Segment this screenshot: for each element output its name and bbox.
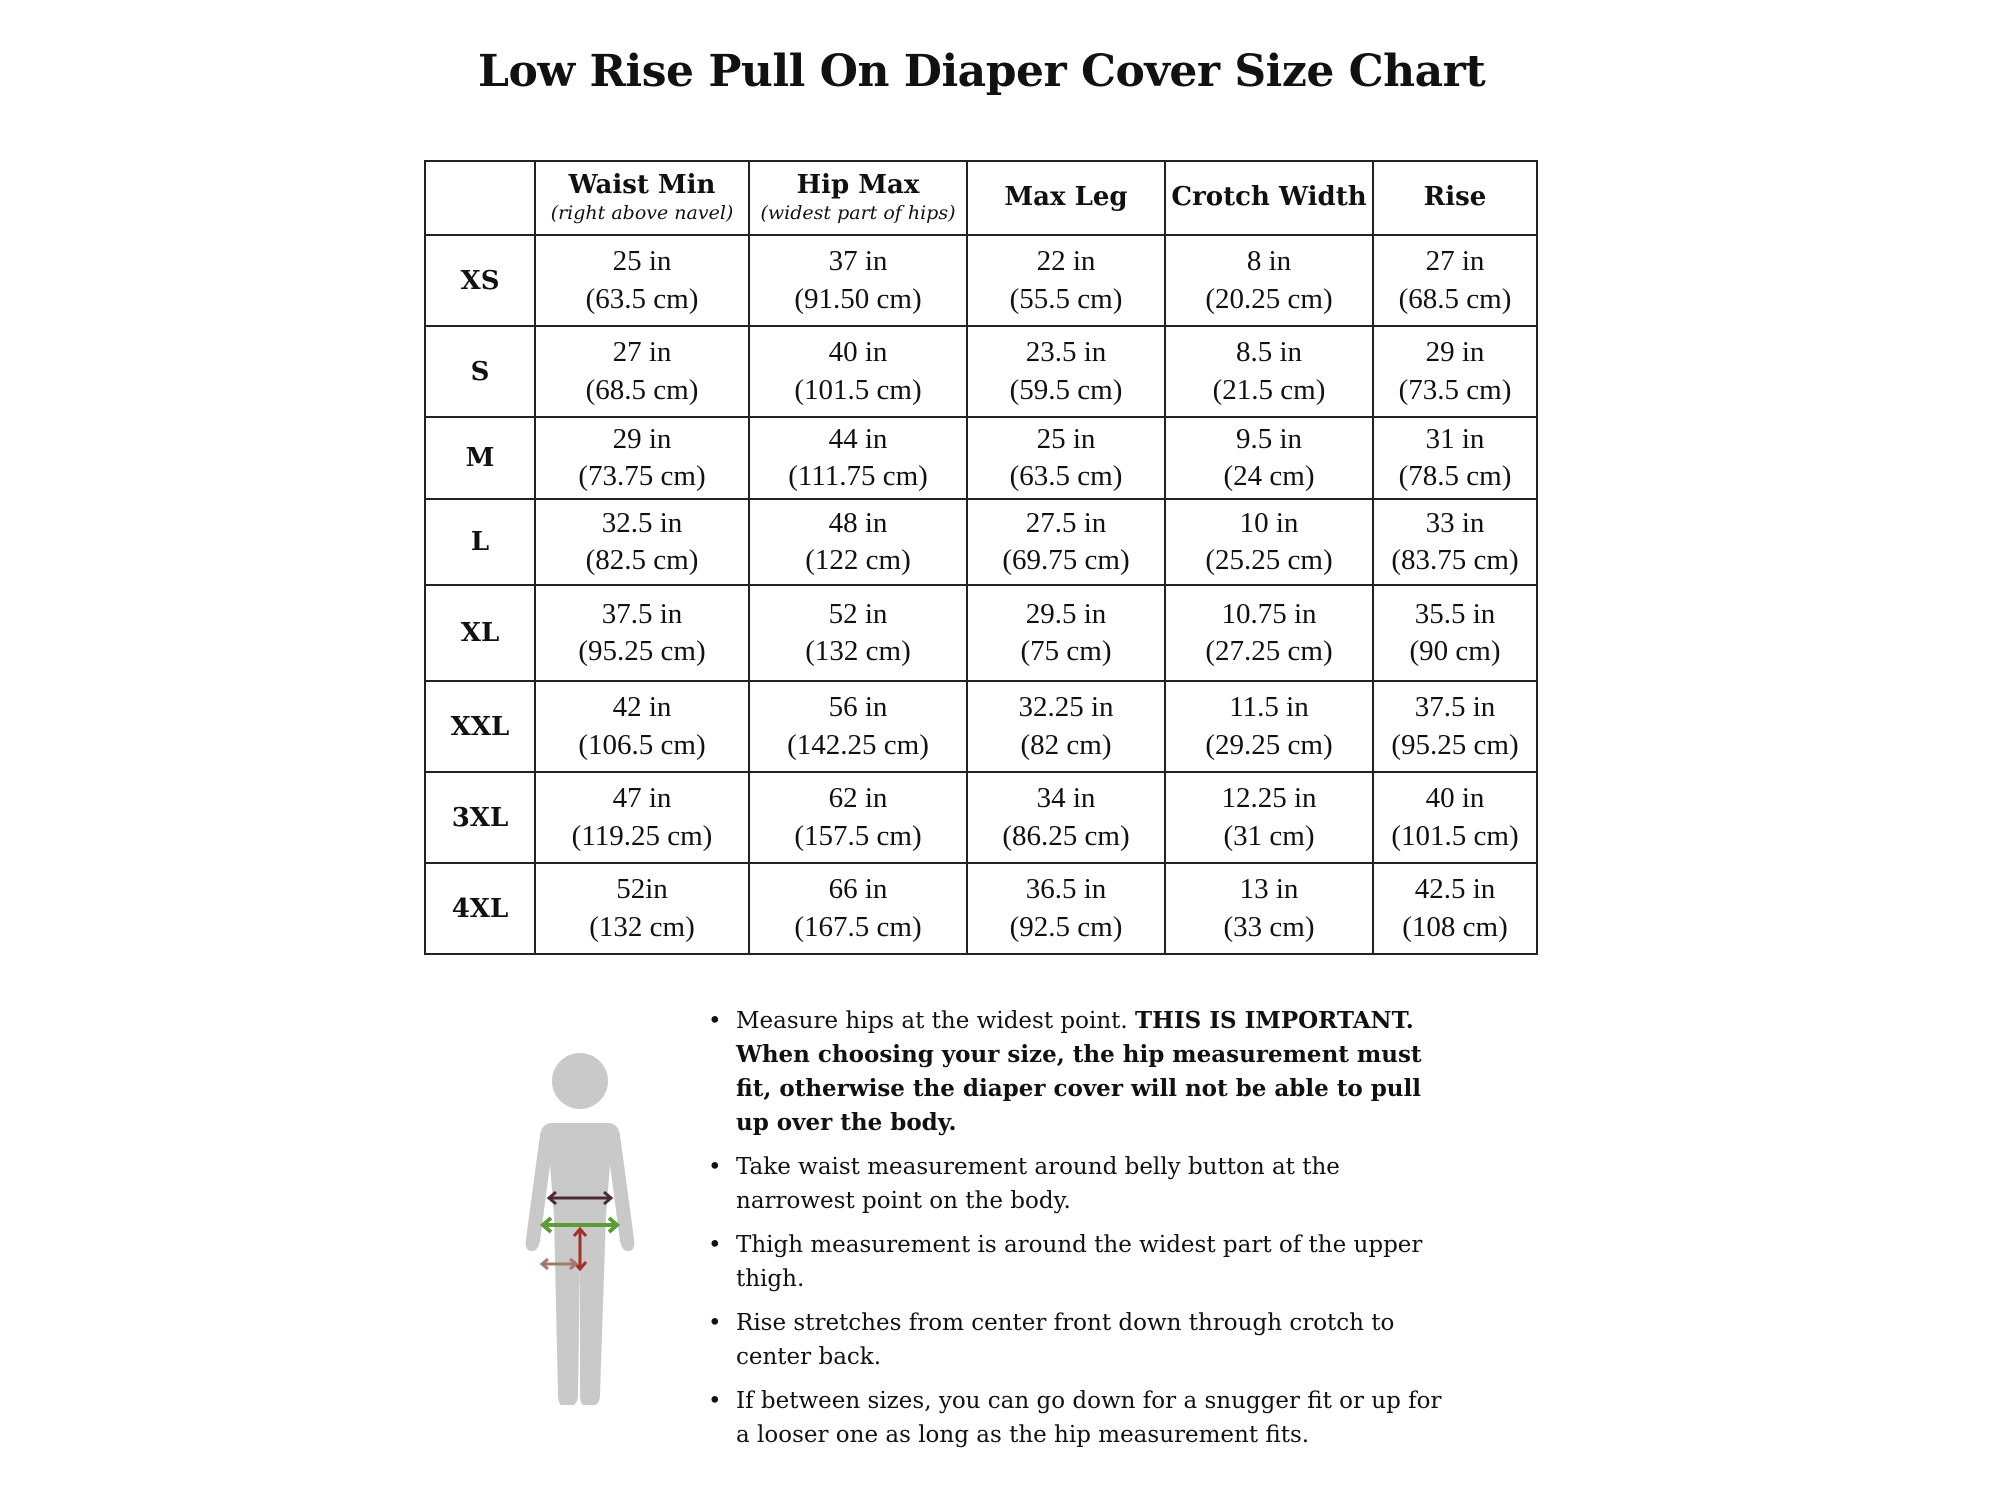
value-cm: (132 cm)	[589, 910, 695, 943]
cell-max-leg	[967, 326, 1165, 417]
value-inches: 23.5 in	[1025, 336, 1107, 369]
cell-crotch-width	[1165, 326, 1373, 417]
value-cm: (24 cm)	[1223, 460, 1315, 492]
value-cm: (68.5 cm)	[1398, 282, 1512, 315]
header-sub: (right above navel)	[550, 202, 734, 225]
cell-max-leg	[967, 499, 1165, 585]
value-inches: 33 in	[1425, 506, 1485, 539]
value-cm: (59.5 cm)	[1009, 373, 1123, 406]
value-inches: 37.5 in	[1414, 691, 1496, 724]
cell-rise	[1373, 585, 1537, 681]
note-text: If between sizes, you can go down for a snugger fit or up for a looser one as long as the hip measurement fits.	[736, 1388, 1442, 1448]
header-label: Hip Max	[796, 170, 920, 201]
value-cm: (73.5 cm)	[1398, 373, 1512, 406]
note-item	[700, 1384, 1460, 1452]
value-inches: 12.25 in	[1221, 782, 1317, 815]
value-inches: 37.5 in	[601, 597, 683, 630]
note-text: Thigh measurement is around the widest part of the upper thigh.	[736, 1232, 1423, 1292]
cell-hip-max	[749, 326, 967, 417]
value-inches: 11.5 in	[1229, 691, 1309, 724]
value-cm: (108 cm)	[1402, 910, 1508, 943]
value-inches: 48 in	[828, 506, 888, 539]
cell-rise	[1373, 772, 1537, 863]
value-inches: 10.75 in	[1221, 597, 1317, 630]
note-item	[700, 1004, 1460, 1140]
value-inches: 27 in	[1425, 245, 1485, 278]
value-inches: 13 in	[1239, 873, 1299, 906]
value-inches: 37 in	[828, 245, 888, 278]
value-cm: (20.25 cm)	[1205, 282, 1333, 315]
value-cm: (82 cm)	[1020, 728, 1112, 761]
value-cm: (63.5 cm)	[1009, 460, 1123, 492]
cell-crotch-width	[1165, 585, 1373, 681]
value-inches: 36.5 in	[1025, 873, 1107, 906]
cell-crotch-width	[1165, 863, 1373, 954]
value-inches: 56 in	[828, 691, 888, 724]
value-inches: 25 in	[1036, 422, 1096, 455]
table-row	[425, 499, 1537, 585]
cell-rise	[1373, 681, 1537, 772]
size-label: 4XL	[425, 863, 535, 954]
value-inches: 62 in	[828, 782, 888, 815]
cell-max-leg	[967, 235, 1165, 326]
table-row	[425, 417, 1537, 499]
value-inches: 52 in	[828, 597, 888, 630]
value-inches: 25 in	[612, 245, 672, 278]
value-cm: (82.5 cm)	[585, 544, 699, 576]
page-title: Low Rise Pull On Diaper Cover Size Chart	[478, 46, 1486, 97]
table-row	[425, 326, 1537, 417]
value-inches: 32.25 in	[1018, 691, 1114, 724]
note-item	[700, 1150, 1460, 1218]
value-inches: 27.5 in	[1025, 506, 1107, 539]
value-inches: 44 in	[828, 422, 888, 455]
header-rise	[1373, 161, 1537, 235]
cell-rise	[1373, 235, 1537, 326]
value-cm: (91.50 cm)	[794, 282, 922, 315]
value-cm: (63.5 cm)	[585, 282, 699, 315]
header-sub: (widest part of hips)	[760, 202, 956, 225]
table-row	[425, 772, 1537, 863]
cell-crotch-width	[1165, 772, 1373, 863]
cell-waist-min	[535, 772, 749, 863]
cell-crotch-width	[1165, 417, 1373, 499]
value-inches: 31 in	[1425, 422, 1485, 455]
cell-hip-max	[749, 417, 967, 499]
value-inches: 29 in	[612, 422, 672, 455]
cell-crotch-width	[1165, 499, 1373, 585]
value-inches: 47 in	[612, 782, 672, 815]
value-cm: (75 cm)	[1020, 635, 1112, 667]
size-label: 3XL	[425, 772, 535, 863]
value-inches: 35.5 in	[1414, 597, 1496, 630]
value-cm: (106.5 cm)	[578, 728, 706, 761]
size-label: M	[425, 417, 535, 499]
value-cm: (111.75 cm)	[788, 460, 928, 492]
value-inches: 8.5 in	[1235, 336, 1303, 369]
value-inches: 27 in	[612, 336, 672, 369]
note-text: Measure hips at the widest point.	[736, 1008, 1135, 1034]
value-cm: (27.25 cm)	[1205, 635, 1333, 667]
value-inches: 42.5 in	[1414, 873, 1496, 906]
value-cm: (101.5 cm)	[1391, 819, 1519, 852]
value-inches: 10 in	[1239, 506, 1299, 539]
body-measurement-icon	[500, 1045, 660, 1405]
value-cm: (55.5 cm)	[1009, 282, 1123, 315]
value-cm: (122 cm)	[805, 544, 911, 576]
value-cm: (68.5 cm)	[585, 373, 699, 406]
bullet-icon: •	[708, 1388, 722, 1414]
value-inches: 66 in	[828, 873, 888, 906]
cell-rise	[1373, 863, 1537, 954]
size-label: XS	[425, 235, 535, 326]
bullet-icon: •	[708, 1232, 722, 1258]
cell-hip-max	[749, 235, 967, 326]
note-item	[700, 1228, 1460, 1296]
cell-rise	[1373, 326, 1537, 417]
cell-max-leg	[967, 417, 1165, 499]
table-row	[425, 681, 1537, 772]
value-cm: (25.25 cm)	[1205, 544, 1333, 576]
value-cm: (29.25 cm)	[1205, 728, 1333, 761]
value-cm: (33 cm)	[1223, 910, 1315, 943]
value-inches: 9.5 in	[1235, 422, 1303, 455]
value-cm: (31 cm)	[1223, 819, 1315, 852]
size-label: XL	[425, 585, 535, 681]
value-cm: (157.5 cm)	[794, 819, 922, 852]
value-cm: (92.5 cm)	[1009, 910, 1123, 943]
cell-waist-min	[535, 235, 749, 326]
value-inches: 34 in	[1036, 782, 1096, 815]
cell-waist-min	[535, 417, 749, 499]
bullet-icon: •	[708, 1008, 722, 1034]
header-label: Waist Min	[568, 170, 716, 201]
cell-hip-max	[749, 863, 967, 954]
cell-waist-min	[535, 326, 749, 417]
value-cm: (142.25 cm)	[787, 728, 929, 761]
value-inches: 22 in	[1036, 245, 1096, 278]
value-cm: (83.75 cm)	[1391, 544, 1519, 576]
value-inches: 40 in	[828, 336, 888, 369]
cell-waist-min	[535, 585, 749, 681]
note-item	[700, 1306, 1460, 1374]
cell-max-leg	[967, 863, 1165, 954]
value-cm: (21.5 cm)	[1212, 373, 1326, 406]
measurement-notes	[700, 1004, 1460, 1462]
header-waist-min	[535, 161, 749, 235]
value-inches: 40 in	[1425, 782, 1485, 815]
value-cm: (101.5 cm)	[794, 373, 922, 406]
cell-max-leg	[967, 585, 1165, 681]
cell-hip-max	[749, 585, 967, 681]
cell-hip-max	[749, 681, 967, 772]
value-inches: 52in	[616, 873, 668, 906]
value-cm: (132 cm)	[805, 635, 911, 667]
header-crotch-width	[1165, 161, 1373, 235]
value-cm: (90 cm)	[1409, 635, 1501, 667]
cell-rise	[1373, 499, 1537, 585]
header-label: Rise	[1423, 182, 1487, 213]
value-cm: (69.75 cm)	[1002, 544, 1130, 576]
cell-crotch-width	[1165, 681, 1373, 772]
value-cm: (95.25 cm)	[1391, 728, 1519, 761]
size-label: S	[425, 326, 535, 417]
cell-max-leg	[967, 772, 1165, 863]
bullet-icon: •	[708, 1154, 722, 1180]
header-label: Max Leg	[1004, 182, 1128, 213]
header-max-leg	[967, 161, 1165, 235]
size-chart-table	[424, 160, 1538, 955]
table-row	[425, 863, 1537, 954]
table-header-row	[425, 161, 1537, 235]
cell-waist-min	[535, 681, 749, 772]
value-inches: 29.5 in	[1025, 597, 1107, 630]
size-label: XXL	[425, 681, 535, 772]
cell-rise	[1373, 417, 1537, 499]
table-row	[425, 585, 1537, 681]
value-inches: 42 in	[612, 691, 672, 724]
cell-waist-min	[535, 499, 749, 585]
note-emphasis: THIS IS IMPORTANT. When choosing your size, the hip measurement must fit, otherwise the diaper cover will not be able to pull up over the body.	[736, 1007, 1422, 1136]
value-inches: 32.5 in	[601, 506, 683, 539]
header-corner	[425, 161, 535, 235]
cell-max-leg	[967, 681, 1165, 772]
size-label: L	[425, 499, 535, 585]
table-row	[425, 235, 1537, 326]
bullet-icon: •	[708, 1310, 722, 1336]
cell-hip-max	[749, 772, 967, 863]
header-hip-max	[749, 161, 967, 235]
cell-crotch-width	[1165, 235, 1373, 326]
note-text: Rise stretches from center front down through crotch to center back.	[736, 1310, 1395, 1370]
value-cm: (73.75 cm)	[578, 460, 706, 492]
value-cm: (95.25 cm)	[578, 635, 706, 667]
header-label: Crotch Width	[1171, 182, 1367, 213]
note-text: Take waist measurement around belly button at the narrowest point on the body.	[736, 1154, 1340, 1214]
cell-hip-max	[749, 499, 967, 585]
value-inches: 8 in	[1246, 245, 1292, 278]
value-cm: (86.25 cm)	[1002, 819, 1130, 852]
value-cm: (119.25 cm)	[571, 819, 713, 852]
value-cm: (78.5 cm)	[1398, 460, 1512, 492]
value-cm: (167.5 cm)	[794, 910, 922, 943]
value-inches: 29 in	[1425, 336, 1485, 369]
cell-waist-min	[535, 863, 749, 954]
